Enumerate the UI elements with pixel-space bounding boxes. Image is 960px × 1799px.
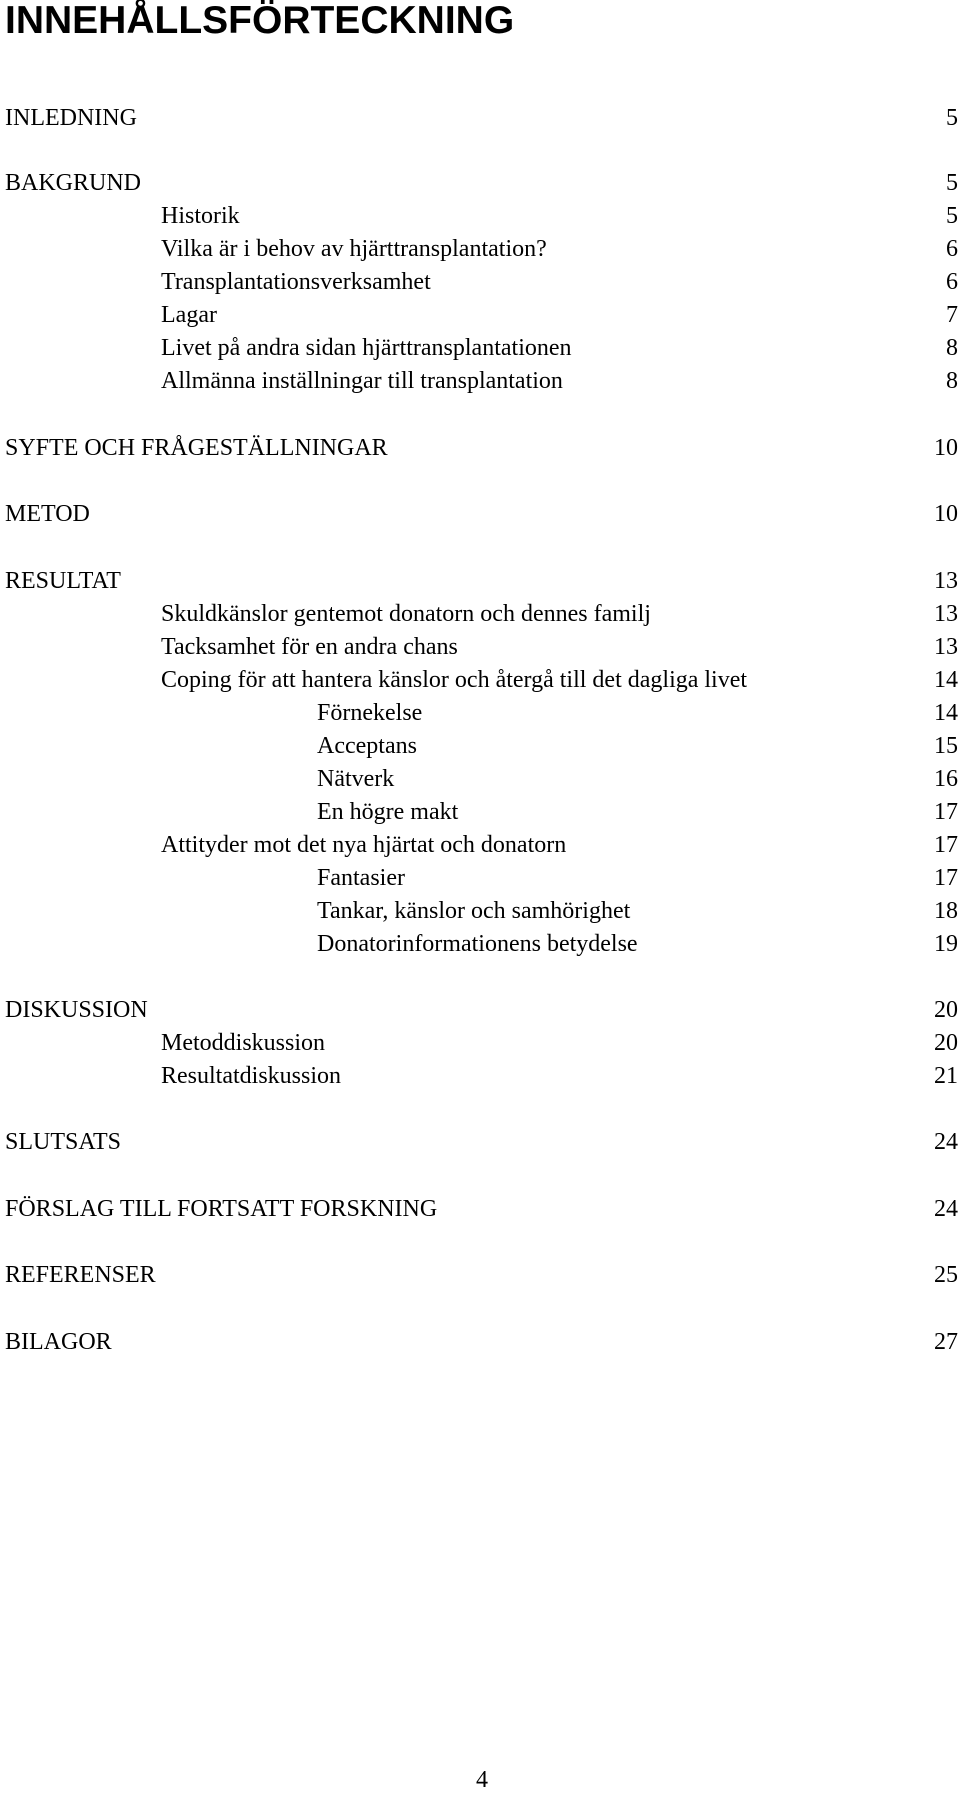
toc-entry-attityder[interactable]: [0, 829, 960, 861]
toc-entry-bilagor[interactable]: [0, 1326, 960, 1358]
toc-entry-title: REFERENSER: [5, 1262, 156, 1288]
toc-entry-title: Tankar, känslor och samhörighet: [317, 898, 631, 924]
toc-entry-title: INLEDNING: [5, 105, 137, 131]
toc-entry-page: 10: [934, 435, 958, 461]
toc-entry-page: 16: [934, 766, 958, 792]
toc-entry-page: 7: [946, 302, 958, 328]
toc-entry-livet-pa-andra-sidan[interactable]: [0, 332, 960, 364]
toc-entry-page: 8: [946, 368, 958, 394]
page-title: INNEHÅLLSFÖRTECKNING: [5, 0, 515, 42]
toc-entry-lagar[interactable]: [0, 299, 960, 331]
toc-entry-page: 6: [946, 269, 958, 295]
toc-entry-title: Fantasier: [317, 865, 405, 891]
toc-entry-title: SYFTE OCH FRÅGESTÄLLNINGAR: [5, 435, 388, 461]
toc-entry-resultatdiskussion[interactable]: [0, 1060, 960, 1092]
toc-entry-fornekelse[interactable]: [0, 697, 960, 729]
toc-entry-page: 8: [946, 335, 958, 361]
toc-entry-title: RESULTAT: [5, 568, 121, 594]
toc-entry-title: DISKUSSION: [5, 997, 148, 1023]
toc-entry-referenser[interactable]: [0, 1259, 960, 1291]
toc-entry-title: BAKGRUND: [5, 170, 142, 196]
toc-entry-inledning[interactable]: [0, 102, 960, 134]
toc-entry-allmanna-installningar[interactable]: [0, 365, 960, 397]
toc-entry-page: 19: [934, 931, 958, 957]
toc-entry-title: Metoddiskussion: [161, 1030, 326, 1056]
toc-entry-donatorinformationens[interactable]: [0, 928, 960, 960]
toc-entry-historik[interactable]: [0, 200, 960, 232]
toc-entry-page: 14: [934, 700, 958, 726]
toc-entry-title: BILAGOR: [5, 1329, 112, 1355]
toc-entry-page: 24: [934, 1129, 958, 1155]
toc-entry-page: 5: [946, 105, 958, 131]
toc-entry-metoddiskussion[interactable]: [0, 1027, 960, 1059]
toc-entry-title: METOD: [5, 501, 90, 527]
toc-entry-page: 25: [934, 1262, 958, 1288]
toc-entry-title: Livet på andra sidan hjärttransplantationen: [161, 335, 572, 361]
toc-entry-forslag[interactable]: [0, 1193, 960, 1225]
toc-entry-page: 21: [934, 1063, 958, 1089]
toc-entry-title: Nätverk: [317, 766, 395, 792]
toc-entry-title: Coping för att hantera känslor och återgå till det dagliga livet: [161, 667, 748, 693]
toc-entry-resultat[interactable]: [0, 565, 960, 597]
toc-entry-title: Historik: [161, 203, 240, 229]
toc-entry-coping[interactable]: [0, 664, 960, 696]
toc-entry-acceptans[interactable]: [0, 730, 960, 762]
toc-entry-page: 20: [934, 997, 958, 1023]
toc-entry-page: 17: [934, 832, 958, 858]
toc-entry-title: Attityder mot det nya hjärtat och donatorn: [161, 832, 567, 858]
toc-entry-title: SLUTSATS: [5, 1129, 122, 1155]
toc-entry-page: 17: [934, 865, 958, 891]
toc-entry-vilka-ar-i-behov[interactable]: [0, 233, 960, 265]
toc-entry-page: 13: [934, 568, 958, 594]
toc-entry-tacksamhet[interactable]: [0, 631, 960, 663]
toc-entry-page: 24: [934, 1196, 958, 1222]
toc-entry-fantasier[interactable]: [0, 862, 960, 894]
toc-entry-title: Allmänna inställningar till transplantation: [161, 368, 563, 394]
toc-entry-page: 13: [934, 601, 958, 627]
toc-entry-bakgrund[interactable]: [0, 167, 960, 199]
toc-entry-page: 6: [946, 236, 958, 262]
toc-entry-title: Resultatdiskussion: [161, 1063, 342, 1089]
toc-entry-skuldkanslor[interactable]: [0, 598, 960, 630]
toc-entry-transplantationsverksamhet[interactable]: [0, 266, 960, 298]
toc-entry-page: 15: [934, 733, 958, 759]
toc-entry-title: Lagar: [161, 302, 217, 328]
toc-entry-page: 14: [934, 667, 958, 693]
toc-entry-page: 5: [946, 170, 958, 196]
toc-entry-slutsats[interactable]: [0, 1126, 960, 1158]
toc-entry-title: FÖRSLAG TILL FORTSATT FORSKNING: [5, 1196, 438, 1222]
toc-entry-page: 17: [934, 799, 958, 825]
toc-entry-page: 10: [934, 501, 958, 527]
toc-entry-page: 13: [934, 634, 958, 660]
toc-entry-title: Vilka är i behov av hjärttransplantation?: [161, 236, 547, 262]
toc-entry-title: En högre makt: [317, 799, 459, 825]
toc-entry-title: Donatorinformationens betydelse: [317, 931, 638, 957]
toc-entry-title: Skuldkänslor gentemot donatorn och dennes familj: [161, 601, 651, 627]
toc-entry-title: Förnekelse: [317, 700, 423, 726]
toc-entry-page: 20: [934, 1030, 958, 1056]
toc-entry-natverk[interactable]: [0, 763, 960, 795]
toc-entry-title: Transplantationsverksamhet: [161, 269, 431, 295]
toc-entry-page: 18: [934, 898, 958, 924]
toc-entry-title: Acceptans: [317, 733, 417, 759]
toc-entry-title: Tacksamhet för en andra chans: [161, 634, 458, 660]
toc-entry-metod[interactable]: [0, 498, 960, 530]
toc-entry-tankar[interactable]: [0, 895, 960, 927]
footer-page-number: 4: [476, 1767, 488, 1793]
toc-entry-diskussion[interactable]: [0, 994, 960, 1026]
toc-entry-en-hogre-makt[interactable]: [0, 796, 960, 828]
toc-entry-page: 27: [934, 1329, 958, 1355]
toc-entry-page: 5: [946, 203, 958, 229]
toc-entry-syfte[interactable]: [0, 432, 960, 464]
